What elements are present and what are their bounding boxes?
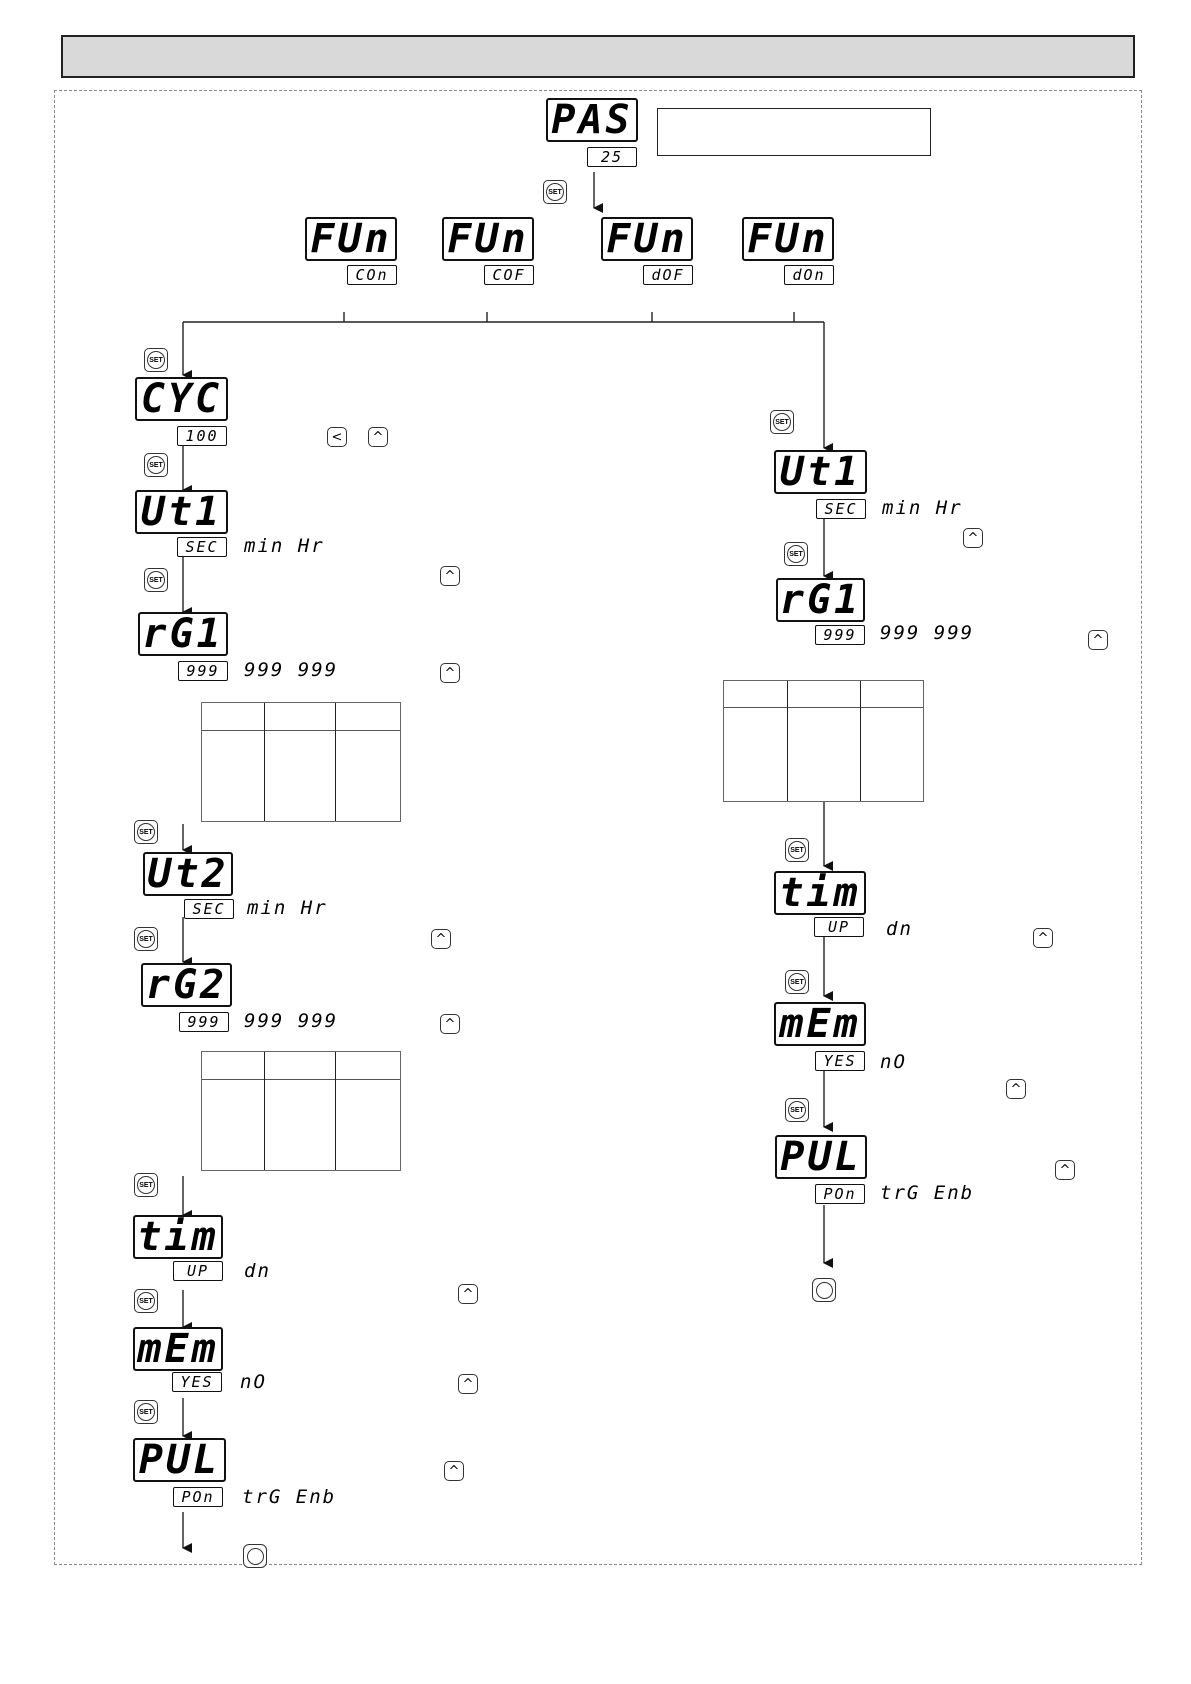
set-key-icon[interactable]: SET [144, 568, 168, 592]
set-key-icon[interactable]: SET [134, 1173, 158, 1197]
up-arrow-key-icon[interactable]: ^ [1033, 928, 1053, 948]
up-arrow-key-icon[interactable]: ^ [1055, 1160, 1075, 1180]
pul-display: PUL [133, 1438, 226, 1482]
pas-display: PAS [546, 98, 638, 142]
range-table-3 [723, 680, 924, 802]
up-arrow-key-icon[interactable]: ^ [458, 1374, 478, 1394]
fun-display-con: FUn [305, 217, 397, 261]
ut1-value: SEC [177, 537, 227, 557]
end-key-icon[interactable] [812, 1278, 836, 1302]
right-mem-options: nO [880, 1051, 907, 1073]
ut1-display: Ut1 [135, 490, 228, 534]
up-arrow-key-icon[interactable]: ^ [1088, 630, 1108, 650]
up-arrow-key-icon[interactable]: ^ [440, 1014, 460, 1034]
fun-value-dof: dOF [643, 265, 693, 285]
fun-value-cof: COF [484, 265, 534, 285]
up-arrow-key-icon[interactable]: ^ [1006, 1079, 1026, 1099]
tim-display: tim [133, 1215, 223, 1259]
set-key-icon[interactable]: SET [785, 970, 809, 994]
cyc-value: 100 [177, 426, 227, 446]
tim-options: dn [244, 1260, 271, 1282]
set-key-icon[interactable]: SET [785, 838, 809, 862]
ut2-display: Ut2 [143, 852, 233, 896]
set-key-icon[interactable]: SET [543, 180, 567, 204]
right-pul-options: trG Enb [880, 1182, 975, 1204]
right-pul-display: PUL [775, 1135, 867, 1179]
set-key-icon[interactable]: SET [785, 1098, 809, 1122]
right-rg1-options: 999 999 [880, 622, 975, 644]
range-table-2 [201, 1051, 401, 1171]
right-tim-value: UP [814, 917, 864, 937]
up-arrow-key-icon[interactable]: ^ [963, 528, 983, 548]
mem-display: mEm [133, 1327, 223, 1371]
right-ut1-display: Ut1 [774, 450, 867, 494]
mem-options: nO [240, 1371, 267, 1393]
fun-value-con: COn [347, 265, 397, 285]
up-arrow-key-icon[interactable]: ^ [440, 663, 460, 683]
rg2-value: 999 [179, 1012, 229, 1032]
range-table-1 [201, 702, 401, 822]
set-key-icon[interactable]: SET [770, 410, 794, 434]
right-mem-value: YES [815, 1051, 865, 1071]
set-key-icon[interactable]: SET [134, 1289, 158, 1313]
ut2-value: SEC [184, 899, 234, 919]
set-key-icon[interactable]: SET [134, 927, 158, 951]
ut1-options: min Hr [244, 535, 325, 557]
right-ut1-value: SEC [816, 499, 866, 519]
right-ut1-options: min Hr [882, 497, 963, 519]
mem-value: YES [172, 1372, 222, 1392]
set-key-icon[interactable]: SET [134, 820, 158, 844]
pul-options: trG Enb [242, 1486, 337, 1508]
right-rg1-value: 999 [815, 625, 865, 645]
ut2-options: min Hr [247, 897, 328, 919]
up-arrow-key-icon[interactable]: ^ [368, 427, 388, 447]
up-arrow-key-icon[interactable]: ^ [440, 566, 460, 586]
set-key-icon[interactable]: SET [144, 453, 168, 477]
tim-value: UP [173, 1261, 223, 1281]
fun-display-cof: FUn [442, 217, 534, 261]
fun-display-don: FUn [742, 217, 834, 261]
end-key-icon[interactable] [243, 1544, 267, 1568]
right-rg1-display: rG1 [776, 578, 865, 622]
pul-value: POn [173, 1487, 223, 1507]
rg2-options: 999 999 [244, 1010, 339, 1032]
fun-value-don: dOn [784, 265, 834, 285]
up-arrow-key-icon[interactable]: ^ [458, 1284, 478, 1304]
set-key-icon[interactable]: SET [134, 1400, 158, 1424]
pas-value: 25 [587, 147, 637, 167]
up-arrow-key-icon[interactable]: ^ [431, 929, 451, 949]
set-key-icon[interactable]: SET [784, 542, 808, 566]
rg1-value: 999 [178, 661, 228, 681]
set-key-icon[interactable]: SET [144, 348, 168, 372]
rg1-display: rG1 [138, 612, 228, 656]
rg1-options: 999 999 [244, 659, 339, 681]
up-arrow-key-icon[interactable]: ^ [444, 1461, 464, 1481]
right-tim-display: tim [774, 871, 866, 915]
fun-display-dof: FUn [601, 217, 693, 261]
right-mem-display: mEm [774, 1002, 866, 1046]
right-pul-value: POn [815, 1184, 865, 1204]
rg2-display: rG2 [141, 963, 232, 1007]
left-arrow-key-icon[interactable]: < [327, 427, 347, 447]
cyc-display: CYC [135, 377, 228, 421]
right-tim-options: dn [886, 918, 913, 940]
